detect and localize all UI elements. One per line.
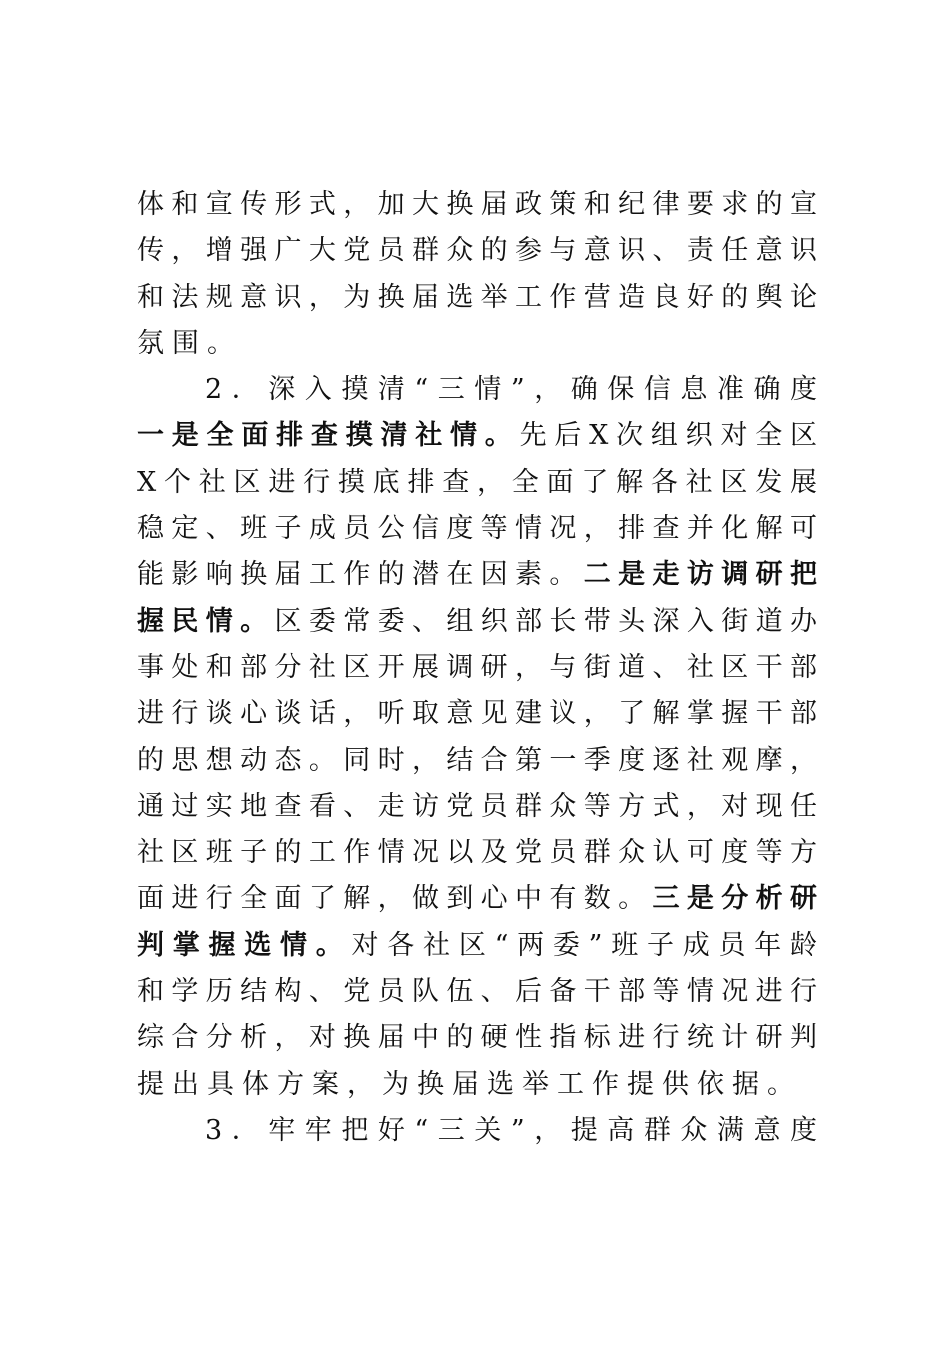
text-line: 事处和部分社区开展调研，与街道、社区干部	[137, 651, 817, 683]
text-line: 和学历结构、党员队伍、后备干部等情况进行	[137, 976, 817, 1008]
bold-lead: 三是分析研	[652, 883, 817, 915]
text-line: 进行谈心谈话，听取意见建议，了解掌握干部	[137, 698, 817, 730]
text-line: 面进行全面了解，做到心中有数。三是分析研	[137, 883, 817, 915]
bold-lead: 握民情。	[137, 605, 275, 637]
text-line: 氛围。	[137, 327, 242, 359]
document-body	[137, 182, 817, 1154]
text-line: 传，增强广大党员群众的参与意识、责任意识	[137, 235, 817, 267]
text-line: 稳定、班子成员公信度等情况，排查并化解可	[137, 513, 817, 545]
text-line: 提出具体方案，为换届选举工作提供依据。	[137, 1068, 802, 1100]
text-line: 的思想动态。同时，结合第一季度逐社观摩，	[137, 744, 817, 776]
text-line: 社区班子的工作情况以及党员群众认可度等方	[137, 837, 817, 869]
bold-lead: 判掌握选情。	[137, 929, 352, 961]
bold-lead: 一是全面排查摸清社情。	[137, 420, 520, 452]
text-line: 综合分析，对换届中的硬性指标进行统计研判	[137, 1022, 817, 1054]
text-line: 通过实地查看、走访党员群众等方式，对现任	[137, 790, 817, 822]
text-line: X个社区进行摸底排查，全面了解各社区发展	[137, 466, 817, 498]
text-line: 能影响换届工作的潜在因素。二是走访调研把	[137, 559, 817, 591]
text-line: 和法规意识，为换届选举工作营造良好的舆论	[137, 281, 817, 313]
text-line: 一是全面排查摸清社情。先后X次组织对全区	[137, 420, 817, 452]
text-line: 体和宣传形式，加大换届政策和纪律要求的宣	[137, 189, 817, 220]
text-line: 判掌握选情。对各社区“两委”班子成员年龄	[137, 929, 817, 961]
bold-lead: 二是走访调研把	[583, 559, 817, 591]
section-heading: 3．牢牢把好“三关”，提高群众满意度	[205, 1114, 817, 1146]
section-heading: 2．深入摸清“三情”，确保信息准确度	[205, 374, 817, 406]
text-line: 握民情。区委常委、组织部长带头深入街道办	[137, 605, 817, 637]
